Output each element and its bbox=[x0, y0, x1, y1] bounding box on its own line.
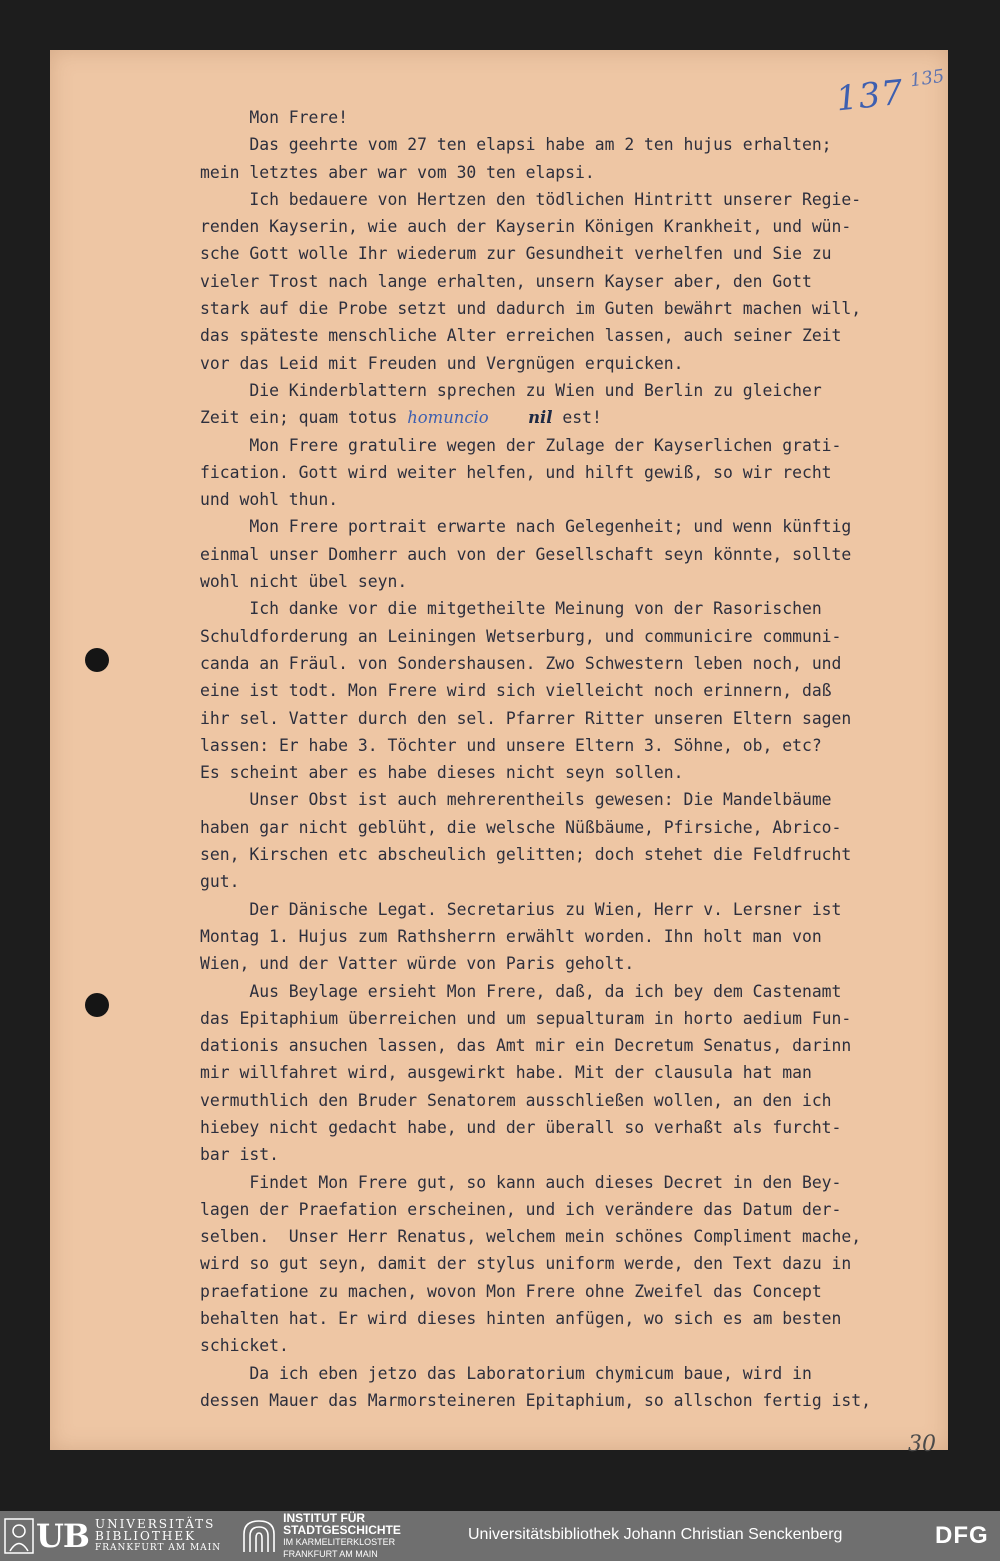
ub-wordmark bbox=[95, 1518, 221, 1554]
letter-line bbox=[200, 623, 945, 650]
typed-text: Da ich eben jetzo das Laboratorium chymicum baue, wird in bbox=[200, 1363, 812, 1383]
typed-text: mein letztes aber war vom 30 ten elapsi. bbox=[200, 162, 595, 182]
letter-line bbox=[200, 705, 945, 732]
footer-title: Universitätsbibliothek Johann Christian Senckenberg bbox=[468, 1526, 843, 1543]
isg-line-2: STADTGESCHICHTE bbox=[283, 1523, 401, 1537]
letter-line bbox=[200, 404, 945, 431]
letter-line bbox=[200, 732, 945, 759]
typed-text: vermuthlich den Bruder Senatorem ausschließen wollen, an den ich bbox=[200, 1090, 832, 1110]
arch-icon bbox=[241, 1518, 277, 1554]
letter-line bbox=[200, 1387, 945, 1414]
letter-line bbox=[200, 786, 945, 813]
typed-text: haben gar nicht geblüht, die welsche Nüßbäume, Pfirsiche, Abrico- bbox=[200, 817, 842, 837]
typed-text: lassen: Er habe 3. Töchter und unsere Eltern 3. Söhne, ob, etc? bbox=[200, 735, 822, 755]
isg-line-1: INSTITUT FÜR bbox=[283, 1511, 366, 1525]
letter-line bbox=[200, 759, 945, 786]
ub-line-1: UNIVERSITÄTS bbox=[94, 1517, 216, 1531]
folio-number: 137 bbox=[834, 72, 906, 120]
letter-line bbox=[200, 186, 945, 213]
typed-text: Unser Obst ist auch mehrerentheils gewesen: Die Mandelbäume bbox=[200, 790, 832, 810]
punch-hole bbox=[85, 993, 109, 1017]
letter-line bbox=[200, 923, 945, 950]
ub-line-3: FRANKFURT AM MAIN bbox=[94, 1543, 222, 1553]
letter-line bbox=[200, 1141, 945, 1168]
footer-bar bbox=[0, 1511, 1000, 1561]
typed-text: Aus Beylage ersieht Mon Frere, daß, da ich bey dem Castenamt bbox=[200, 981, 842, 1001]
letter-line bbox=[200, 1032, 945, 1059]
letter-line bbox=[200, 950, 945, 977]
typed-text: dationis ansuchen lassen, das Amt mir ein Decretum Senatus, darinn bbox=[200, 1036, 852, 1056]
letter-line bbox=[200, 650, 945, 677]
letter-line bbox=[200, 486, 945, 513]
typed-text: das späteste menschliche Alter erreichen lassen, auch seiner Zeit bbox=[200, 326, 842, 346]
letter-line bbox=[200, 1250, 945, 1277]
typed-text: stark auf die Probe setzt und dadurch im Guten bewährt machen will, bbox=[200, 299, 862, 319]
letter-line bbox=[200, 159, 945, 186]
typed-text: gut. bbox=[200, 872, 240, 892]
typed-text: Ich danke vor die mitgetheilte Meinung von der Rasorischen bbox=[200, 599, 822, 619]
letter-line bbox=[200, 1223, 945, 1250]
letter-line bbox=[200, 841, 945, 868]
isg-line-4: FRANKFURT AM MAIN bbox=[283, 1549, 378, 1559]
ub-mark: UB bbox=[36, 1517, 89, 1555]
typed-text: Schuldforderung an Leiningen Wetserburg, und communicire communi- bbox=[200, 626, 842, 646]
letter-line bbox=[200, 432, 945, 459]
letter-line bbox=[200, 1305, 945, 1332]
typed-text: renden Kayserin, wie auch der Kayserin Königen Krankheit, und wün- bbox=[200, 217, 852, 237]
letter-line bbox=[200, 896, 945, 923]
typed-text: Das geehrte vom 27 ten elapsi habe am 2 ten hujus erhalten; bbox=[200, 135, 832, 155]
typed-text: Mon Frere! bbox=[200, 108, 349, 127]
letter-line bbox=[200, 1059, 945, 1086]
letter-line bbox=[200, 595, 945, 622]
typed-text: fication. Gott wird weiter helfen, und hilft gewiß, so wir recht bbox=[200, 462, 832, 482]
letter-line bbox=[200, 1332, 945, 1359]
typed-text: wohl nicht übel seyn. bbox=[200, 572, 408, 592]
letter-line bbox=[200, 1196, 945, 1223]
letter-line bbox=[200, 350, 945, 377]
typed-text: ihr sel. Vatter durch den sel. Pfarrer Ritter unseren Eltern sagen bbox=[200, 708, 852, 728]
letter-line bbox=[200, 978, 945, 1005]
letter-line bbox=[200, 322, 945, 349]
typed-text: Zeit ein; quam totus bbox=[200, 408, 408, 428]
manuscript-page bbox=[50, 50, 948, 1457]
letter-line bbox=[200, 104, 945, 131]
typed-text: canda an Fräul. von Sondershausen. Zwo Schwestern leben noch, und bbox=[200, 653, 842, 673]
letter-line bbox=[200, 295, 945, 322]
letter-line bbox=[200, 459, 945, 486]
typed-text: schicket. bbox=[200, 1336, 289, 1356]
typed-text: Mon Frere gratulire wegen der Zulage der Kayserlichen grati- bbox=[200, 435, 842, 455]
typed-text: sen, Kirschen etc abscheulich gelitten; doch stehet die Feldfrucht bbox=[200, 845, 852, 865]
typed-text: selben. Unser Herr Renatus, welchem mein schönes Compliment mache, bbox=[200, 1227, 862, 1247]
dfg-logo[interactable]: DFG bbox=[935, 1522, 989, 1549]
typed-text: bar ist. bbox=[200, 1145, 279, 1165]
letter-line bbox=[200, 1005, 945, 1032]
letter-line bbox=[200, 1114, 945, 1141]
typed-text: mir willfahret wird, ausgewirkt habe. Mit der clausula hat man bbox=[200, 1063, 812, 1083]
typed-text: est! bbox=[552, 408, 602, 428]
letter-line bbox=[200, 1087, 945, 1114]
letter-line bbox=[200, 541, 945, 568]
letter-line bbox=[200, 377, 945, 404]
letter-line bbox=[200, 268, 945, 295]
typed-text: behalten hat. Er wird dieses hinten anfügen, wo sich es am besten bbox=[200, 1309, 842, 1329]
typed-text: vieler Trost nach lange erhalten, unsern Kayser aber, den Gott bbox=[200, 271, 812, 291]
typed-text: lagen der Praefation erscheinen, und ich verändere das Datum der- bbox=[200, 1199, 842, 1219]
ub-line-2: BIBLIOTHEK bbox=[94, 1529, 197, 1543]
typed-text: das Epitaphium überreichen und um sepualturam in horto aedium Fun- bbox=[200, 1008, 852, 1028]
typed-text: wird so gut seyn, damit der stylus uniform werde, den Text dazu in bbox=[200, 1254, 852, 1274]
typed-text: einmal unser Domherr auch von der Gesellschaft seyn könnte, sollte bbox=[200, 544, 852, 564]
typed-text: und wohl thun. bbox=[200, 490, 339, 510]
handwritten-insertion: homuncio bbox=[407, 408, 489, 428]
typed-text: Findet Mon Frere gut, so kann auch dieses Decret in den Bey- bbox=[200, 1172, 842, 1192]
letter-line bbox=[200, 240, 945, 267]
goethe-portrait-icon bbox=[4, 1518, 34, 1554]
letter-line bbox=[200, 131, 945, 158]
letter-line bbox=[200, 1278, 945, 1305]
typed-text: hiebey nicht gedacht habe, und der überall so verhaßt als furcht- bbox=[200, 1117, 842, 1137]
letter-line bbox=[200, 1360, 945, 1387]
typed-text: Es scheint aber es habe dieses nicht seyn sollen. bbox=[200, 763, 684, 783]
typed-text: Der Dänische Legat. Secretarius zu Wien, Herr v. Lersner ist bbox=[200, 899, 842, 919]
letter-line bbox=[200, 677, 945, 704]
letter-line bbox=[200, 568, 945, 595]
typed-text: Ich bedauere von Hertzen den tödlichen Hintritt unserer Regie- bbox=[200, 189, 862, 209]
page-number: 30 bbox=[908, 1432, 936, 1457]
isg-logo[interactable] bbox=[241, 1512, 401, 1560]
typed-text: praefatione zu machen, wovon Mon Frere ohne Zweifel das Concept bbox=[200, 1281, 822, 1301]
punch-hole bbox=[85, 648, 109, 672]
typed-text: Mon Frere portrait erwarte nach Gelegenheit; und wenn künftig bbox=[200, 517, 852, 537]
letter-line bbox=[200, 868, 945, 895]
typed-text: Montag 1. Hujus zum Rathsherrn erwählt worden. Ihn holt man von bbox=[200, 926, 822, 946]
typed-text: Die Kinderblattern sprechen zu Wien und Berlin zu gleicher bbox=[200, 380, 822, 400]
typed-text bbox=[489, 408, 528, 427]
typed-text: dessen Mauer das Marmorsteineren Epitaphium, so allschon fertig ist, bbox=[200, 1390, 872, 1410]
typed-text: eine ist todt. Mon Frere wird sich vielleicht noch erinnern, daß bbox=[200, 681, 832, 701]
letter-line bbox=[200, 513, 945, 540]
typed-text: vor das Leid mit Freuden und Vergnügen erquicken. bbox=[200, 353, 684, 373]
ub-logo[interactable] bbox=[4, 1511, 221, 1561]
letter-text bbox=[200, 104, 945, 1414]
typed-text: Wien, und der Vatter würde von Paris geholt. bbox=[200, 954, 635, 974]
letter-line bbox=[200, 1169, 945, 1196]
folio-number-old: 135 bbox=[908, 65, 946, 92]
letter-line bbox=[200, 814, 945, 841]
handwritten-insertion: nil bbox=[528, 408, 553, 428]
letter-line bbox=[200, 213, 945, 240]
isg-line-3: IM KARMELITERKLOSTER bbox=[283, 1537, 396, 1547]
typed-text: sche Gott wolle Ihr wiederum zur Gesundheit verhelfen und Sie zu bbox=[200, 244, 832, 264]
isg-wordmark bbox=[283, 1512, 401, 1560]
